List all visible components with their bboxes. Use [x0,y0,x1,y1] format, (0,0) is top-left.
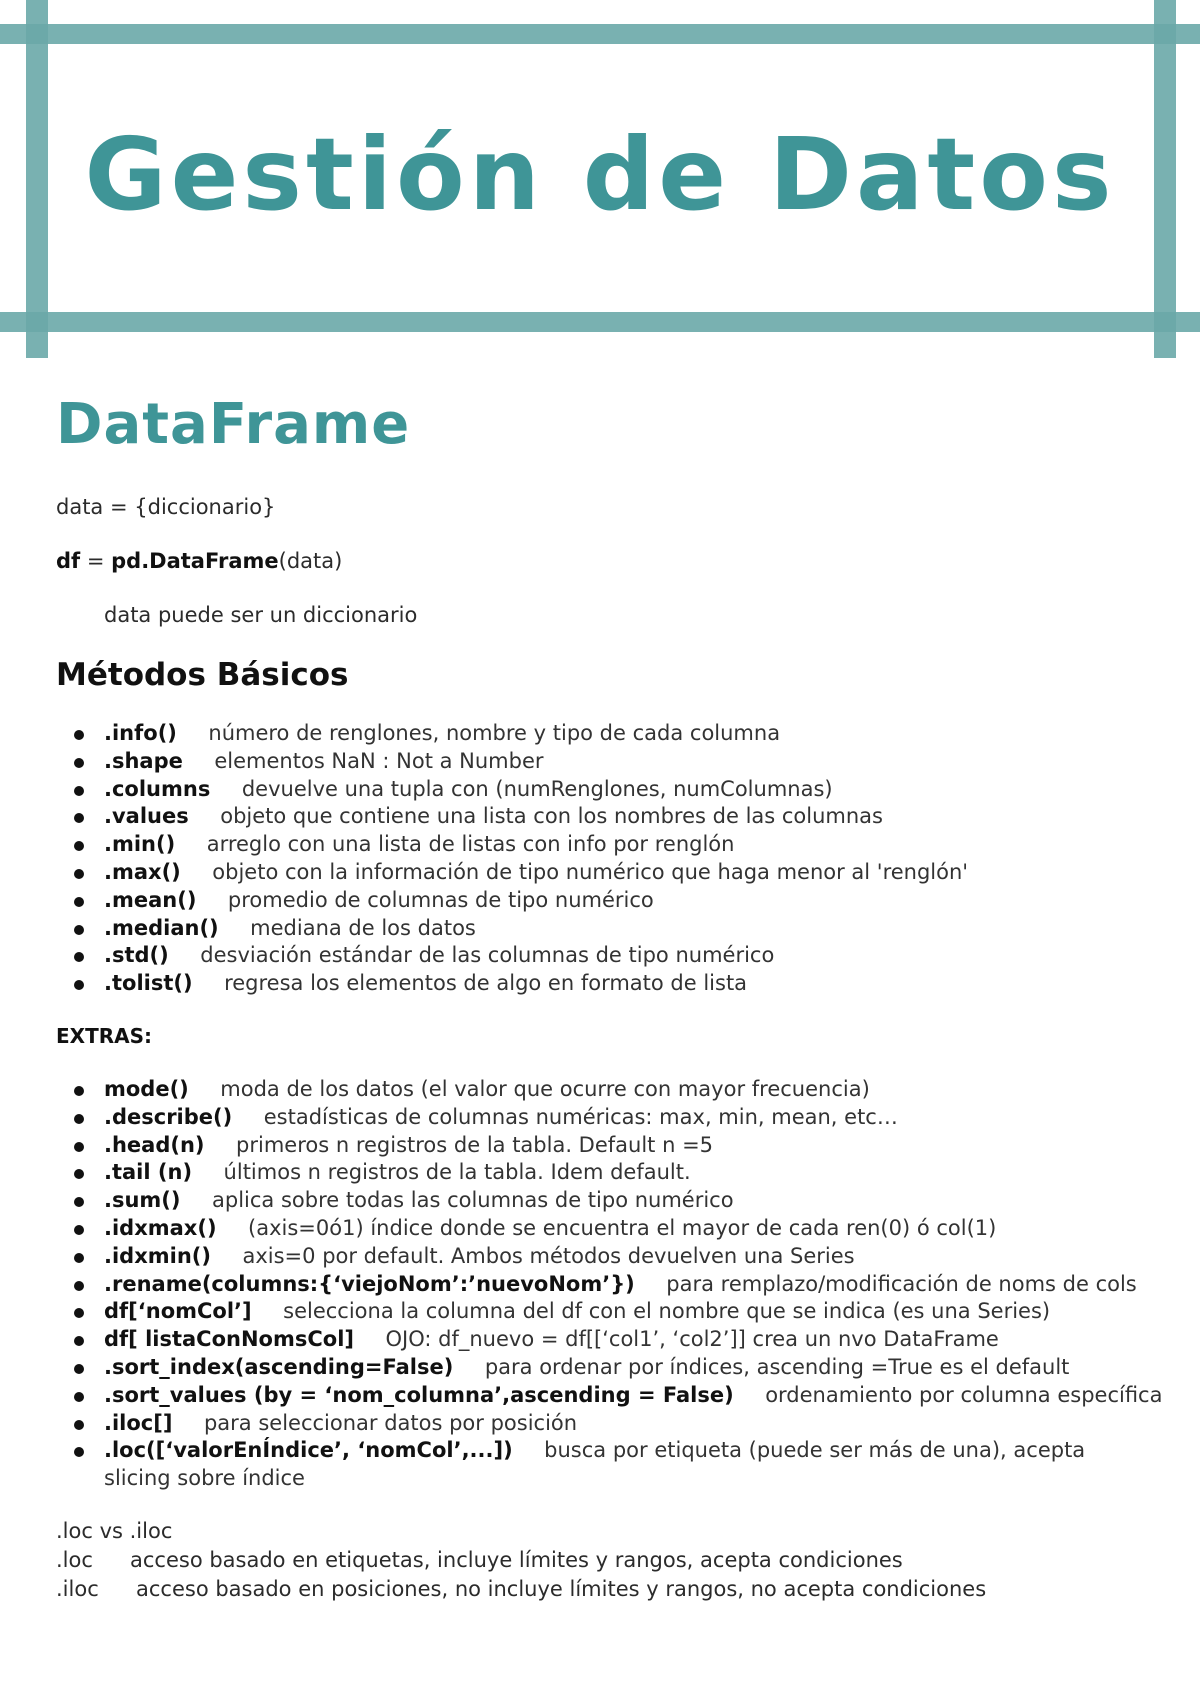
method-item [0,1382,1200,1410]
method-desc: para ordenar por índices, ascending =True es el default [484,1354,1070,1379]
method-name: .sort_values (by = ‘nom_columna’,ascending = False) [104,1382,734,1407]
method-desc: aplica sobre todas las columnas de tipo numérico [212,1188,734,1213]
method-name: .median() [104,915,219,940]
df-arg: (data) [278,549,343,573]
compare-iloc-name: .iloc [56,1577,99,1601]
method-desc: OJO: df_nuevo = df[[‘col1’, ‘col2’]] crea un nvo DataFrame [385,1327,999,1352]
method-item [0,720,1200,748]
method-name: .head(n) [104,1132,205,1157]
frame-bottom-bar [0,312,1200,332]
method-desc: moda de los datos (el valor que ocurre con mayor frecuencia) [220,1077,870,1101]
method-item [0,1104,1200,1132]
frame-top-bar [0,24,1200,44]
method-name: .shape [104,748,183,773]
method-name: .sum() [104,1188,181,1213]
section-title: DataFrame [56,392,411,457]
method-name: .tail (n) [104,1160,193,1185]
method-item [0,1243,1200,1271]
method-name: .info() [104,721,177,745]
method-item [0,1437,1200,1493]
method-item [0,1298,1200,1326]
method-item [0,1410,1200,1438]
method-desc: devuelve una tupla con (numRenglones, numColumnas) [241,776,833,801]
method-desc: selecciona la columna del df con el nombre que se indica (es una Series) [283,1299,1051,1324]
method-desc: ordenamiento por columna específica [765,1382,1163,1407]
method-item [0,887,1200,915]
method-name: .loc([‘valorEnÍndice’, ‘nomCol’,...]) [104,1438,513,1463]
method-desc: objeto que contiene una lista con los nombres de las columnas [220,804,883,829]
method-item [0,1132,1200,1160]
method-item [0,1326,1200,1354]
method-name: .idxmax() [104,1215,217,1240]
method-name: .tolist() [104,971,193,996]
df-eq: = [80,549,112,573]
method-item [0,942,1200,970]
method-desc: últimos n registros de la tabla. Idem default. [223,1160,691,1185]
method-name: .mean() [104,887,197,912]
method-name: .max() [104,859,181,884]
method-name: df[ listaConNomsCol] [104,1327,354,1352]
basic-methods-heading: Métodos Básicos [56,657,349,693]
method-desc: mediana de los datos [250,915,476,940]
method-name: .describe() [104,1104,233,1129]
compare-iloc-row [56,1575,986,1603]
method-desc: primeros n registros de la tabla. Default n =5 [236,1132,714,1157]
method-item [0,915,1200,943]
method-name: .std() [104,943,169,968]
df-var: df [56,549,81,573]
method-item [0,1076,1200,1104]
method-name: .sort_index(ascending=False) [104,1354,454,1379]
intro-line-df [56,547,342,575]
method-item [0,970,1200,998]
method-item [0,1215,1200,1243]
method-name: .iloc[] [104,1410,173,1435]
extras-heading: EXTRAS: [56,1024,153,1048]
extras-methods-list [0,1076,1200,1493]
compare-loc-row [56,1546,903,1574]
method-desc: (axis=0ó1) índice donde se encuentra el mayor de cada ren(0) ó col(1) [248,1215,997,1240]
method-desc: arreglo con una lista de listas con info por renglón [206,832,735,857]
method-item [0,1271,1200,1299]
method-desc: desviación estándar de las columnas de tipo numérico [200,943,775,968]
method-item [0,803,1200,831]
method-desc: objeto con la información de tipo numérico que haga menor al 'renglón' [212,859,969,884]
method-desc: para seleccionar datos por posición [203,1410,578,1435]
compare-loc-desc: acceso basado en etiquetas, incluye límites y rangos, acepta condiciones [130,1548,903,1572]
frame-right-bar [1154,0,1176,358]
method-desc: promedio de columnas de tipo numérico [227,887,654,912]
method-desc: busca por etiqueta (puede ser más de una), acepta slicing sobre índice [104,1438,1086,1491]
method-desc: para remplazo/modificación de noms de cols [666,1271,1137,1296]
method-name: .idxmin() [104,1243,211,1268]
compare-title: .loc vs .iloc [56,1519,173,1543]
method-name: df[‘nomCol’] [104,1299,252,1324]
method-item [0,1187,1200,1215]
method-name: .min() [104,832,176,857]
method-desc: regresa los elementos de algo en formato de lista [224,971,748,996]
method-desc: elementos NaN : Not a Number [214,748,544,773]
method-name: .values [104,804,189,829]
method-desc: axis=0 por default. Ambos métodos devuelven una Series [242,1243,855,1268]
page-title: Gestión de Datos [84,116,1116,233]
method-item [0,776,1200,804]
method-name: .rename(columns:{‘viejoNom’:’nuevoNom’}) [104,1271,635,1296]
frame-left-bar [26,0,48,358]
method-name: .columns [104,776,211,801]
compare-loc-name: .loc [56,1548,93,1572]
method-item [0,1159,1200,1187]
df-constructor: pd.DataFrame [111,549,279,573]
intro-line-data: data = {diccionario} [56,495,276,519]
method-item [0,1354,1200,1382]
method-desc: número de renglones, nombre y tipo de cada columna [208,721,781,745]
intro-note: data puede ser un diccionario [104,603,418,627]
method-item [0,859,1200,887]
method-item [0,831,1200,859]
compare-iloc-desc: acceso basado en posiciones, no incluye límites y rangos, no acepta condiciones [136,1577,987,1601]
method-name: mode() [104,1077,189,1101]
method-desc: estadísticas de columnas numéricas: max, min, mean, etc… [263,1104,898,1129]
method-item [0,748,1200,776]
basic-methods-list [0,720,1200,998]
